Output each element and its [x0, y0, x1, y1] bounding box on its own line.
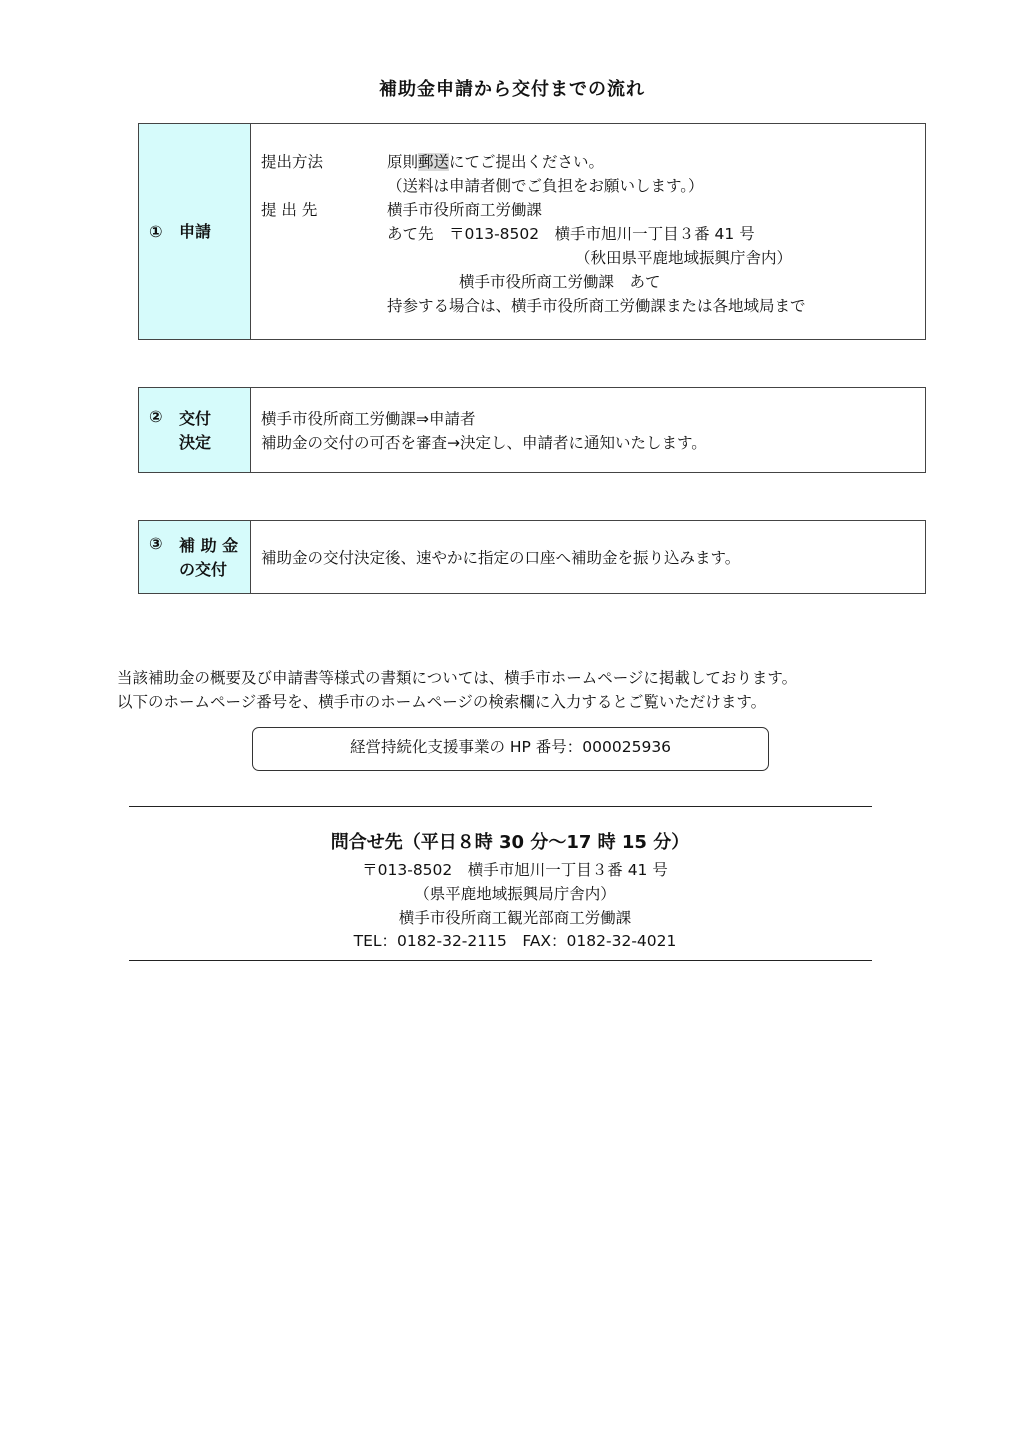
- step-application-label: [139, 124, 251, 339]
- contact-department: 横手市役所商工観光部商工労働課: [398, 909, 632, 927]
- contact-phone-fax: TEL：0182-32-2115 FAX：0182-32-4021: [353, 932, 677, 950]
- address-recipient: 横手市役所商工労働課 あて: [459, 273, 661, 291]
- grant-line1: 補助金の交付決定後、速やかに指定の口座へ補助金を振り込みます。: [261, 549, 741, 567]
- step-application-body: [251, 124, 925, 339]
- method-post: にてご提出ください。: [449, 153, 605, 171]
- step-decision-label: [139, 388, 251, 472]
- step-title-line1: 補 助 金: [179, 536, 239, 555]
- step-title-line2: 決定: [179, 433, 212, 452]
- step-title-line1: 交付: [179, 409, 212, 428]
- address-line: あて先 〒013-8502 横手市旭川一丁目３番 41 号: [387, 225, 755, 243]
- step-number: ①: [149, 222, 163, 241]
- step-grant-label: [139, 521, 251, 593]
- method-pre: 原則: [387, 153, 419, 171]
- step-application: [138, 123, 926, 340]
- method-highlight: 郵送: [418, 153, 450, 171]
- contact-address: 〒013-8502 横手市旭川一丁目３番 41 号: [362, 861, 668, 879]
- notice-line2: 以下のホームページ番号を、横手市のホームページの検索欄に入力するとご覧いただけます。: [117, 693, 767, 711]
- step-number: ③: [149, 534, 163, 553]
- step-grant-body: [251, 521, 925, 593]
- contact-title: 問合せ先（平日８時 30 分～17 時 15 分）: [330, 832, 690, 853]
- step-title-line2: の交付: [179, 560, 228, 579]
- contact-building: （県平鹿地域振興局庁舎内）: [414, 885, 616, 903]
- method-label: 提出方法: [261, 153, 324, 171]
- notice-line1: 当該補助金の概要及び申請書等様式の書類については、横手市ホームページに掲載しております。: [117, 669, 798, 687]
- step-grant: [138, 520, 926, 594]
- address-building: （秋田県平鹿地域振興庁舎内）: [575, 249, 793, 267]
- decision-line1: 横手市役所商工労働課⇒申請者: [261, 410, 476, 428]
- method-note: （送料は申請者側でご負担をお願いします。）: [387, 177, 704, 195]
- step-title: 申請: [179, 221, 212, 241]
- page-title: 補助金申請から交付までの流れ: [379, 79, 645, 100]
- step-decision: [138, 387, 926, 473]
- dest-name: 横手市役所商工労働課: [387, 201, 543, 219]
- divider-top: [129, 806, 872, 807]
- step-number: ②: [149, 407, 163, 426]
- hp-number-box: 経営持続化支援事業の HP 番号：000025936: [252, 727, 769, 771]
- step-decision-body: [251, 388, 925, 472]
- decision-line2: 補助金の交付の可否を審査→決定し、申請者に通知いたします。: [261, 434, 707, 452]
- bring-in-text: 持参する場合は、横手市役所商工労働課または各地域局まで: [387, 297, 806, 315]
- dest-label: 提 出 先: [261, 201, 318, 219]
- divider-bottom: [129, 960, 872, 961]
- method-text: [387, 150, 604, 174]
